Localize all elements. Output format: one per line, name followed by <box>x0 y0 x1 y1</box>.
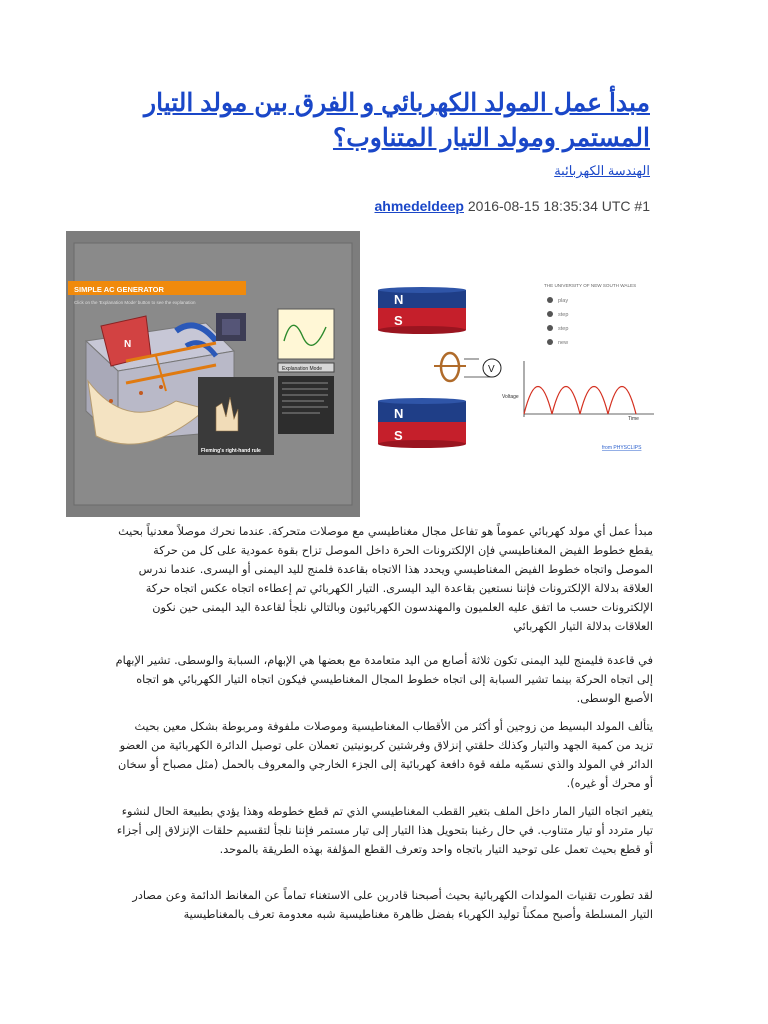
play-label: play <box>558 298 569 304</box>
waveform-figure <box>364 231 654 517</box>
waveform-illustration <box>364 231 654 517</box>
new-control[interactable] <box>547 339 568 346</box>
voltmeter-symbol: V <box>488 364 495 375</box>
magnet-bottom-n: N <box>394 406 404 421</box>
university-label: THE UNIVERSITY OF NEW SOUTH WALES <box>544 283 637 288</box>
magnet-top-s: S <box>394 313 403 328</box>
time-axis-label: Time <box>628 416 639 422</box>
ac-generator-figure <box>66 231 360 517</box>
step-back-label: step <box>558 326 569 332</box>
new-label: new <box>558 340 569 346</box>
explanation-mode-button: Explanation Mode <box>282 366 323 372</box>
voltage-axis-label: Voltage <box>502 394 519 400</box>
paragraph-4: يتغير اتجاه التيار المار داخل الملف بتغير القطب المغناطيسي الذي تم قطع خطوطه وهذا يؤدي بطبيعة الحال لنشوء تيار متردد أو تيار متناوب. في حال رغبنا بتحويل هذا التيار إلى تيار مستمر فإننا نلجأ لتقسيم حلقات الإنزلاق إلى أجزاء أو قطع بحيث تعمل على توحيد التيار باتجاه واحد وتعرف القطع المؤلفة بهذه الطريقة بالموحد. <box>116 805 653 856</box>
step-back-control[interactable] <box>547 325 568 332</box>
step-forward-control[interactable] <box>547 311 568 318</box>
category-link[interactable]: الهندسة الكهربائية <box>554 163 650 178</box>
voltage-waveform <box>524 387 636 415</box>
paragraph-1: مبدأ عمل أي مولد كهربائي عموماً هو تفاعل مجال مغناطيسي مع موصلات متحركة. عندما نحرك موصلاً معدنياً بحيث يقطع خطوط الفيض المغناطيسي فإن الإلكترونات الحرة داخل الموصل تزاح بقوة عمودية على كل من حركة الموصل واتجاه خطوط الفيض المغناطيسي ويحدد هذا الاتجاه بقاعدة فلمنج لليد اليمنى أو اليسرى. عندما ندرس العلاقة بدلالة الإلكترونات فإننا نستعين بقاعدة اليد اليسرى. التيار الكهربائي تم إعطاءه اتجاه عكس اتجاه حركة الإلكترونات حسب ما اتفق عليه العلميون والمهندسون الكهربائيون وبالتالي نلجأ لقاعدة اليد اليمنى حين نكون العلاقات بدلالة التيار الكهربائي <box>118 525 653 633</box>
generator-instruction: Click on the 'Explanation Mode' button to see the explanation <box>74 300 196 305</box>
flemings-rule-caption: Fleming's right-hand rule <box>201 448 261 454</box>
paragraph-3: يتألف المولد البسيط من زوجين أو أكثر من الأقطاب المغناطيسية وموصلات ملفوفة ومربوطة بشكل معين بحيث تزيد من كمية الجهد والتيار وكذلك حلقتي إنزلاق وفرشتين كربونيتين تعملان على توصيل الدائرة الكهربائية من العضو الدائر في المولد والذي نسمّيه ملفه قوة دافعة كهربائية إلى الجزء الخارجي والمعروف بالحمل (مثل مصباح أو سخان أو محرك أو غيره). <box>118 720 653 790</box>
magnet-bottom-s: S <box>394 428 403 443</box>
pole-n-label: N <box>124 339 132 350</box>
ac-generator-illustration <box>66 231 360 517</box>
paragraph-2: في قاعدة فليمنج لليد اليمنى تكون ثلاثة أصابع من اليد متعامدة مع بعضها هي الإبهام، السبابة والوسطى. تشير الإبهام إلى اتجاه الحركة بينما تشير السبابة إلى اتجاه خطوط المجال المغناطيسي فيكون اتجاه التيار الكهربائي هو اتجاه الأصبع الوسطى. <box>115 654 653 705</box>
post-timestamp: 2016-08-15 18:35:34 UTC #1 <box>467 198 650 214</box>
article-title[interactable]: مبدأ عمل المولد الكهربائي و الفرق بين مولد التيار المستمر ومولد التيار المتناوب؟ <box>144 89 650 152</box>
play-control[interactable] <box>547 297 568 304</box>
physclips-source-link[interactable]: from PHYSCLIPS <box>602 445 642 451</box>
step-forward-label: step <box>558 312 569 318</box>
magnet-top-n: N <box>394 292 404 307</box>
author-link[interactable]: ahmedeldeep <box>374 198 464 214</box>
generator-banner: SIMPLE AC GENERATOR <box>74 285 164 294</box>
post-meta <box>375 198 651 214</box>
paragraph-5: لقد تطورت تقنيات المولدات الكهربائية بحيث أصبحنا قادرين على الاستغناء تماماً عن المغانط الدائمة وعن مصادر التيار المسلطة وأصبح ممكناً توليد الكهرباء بفضل ظاهرة مغناطيسية شبه معدومة تعرف بالمغناطيسية <box>132 889 653 921</box>
